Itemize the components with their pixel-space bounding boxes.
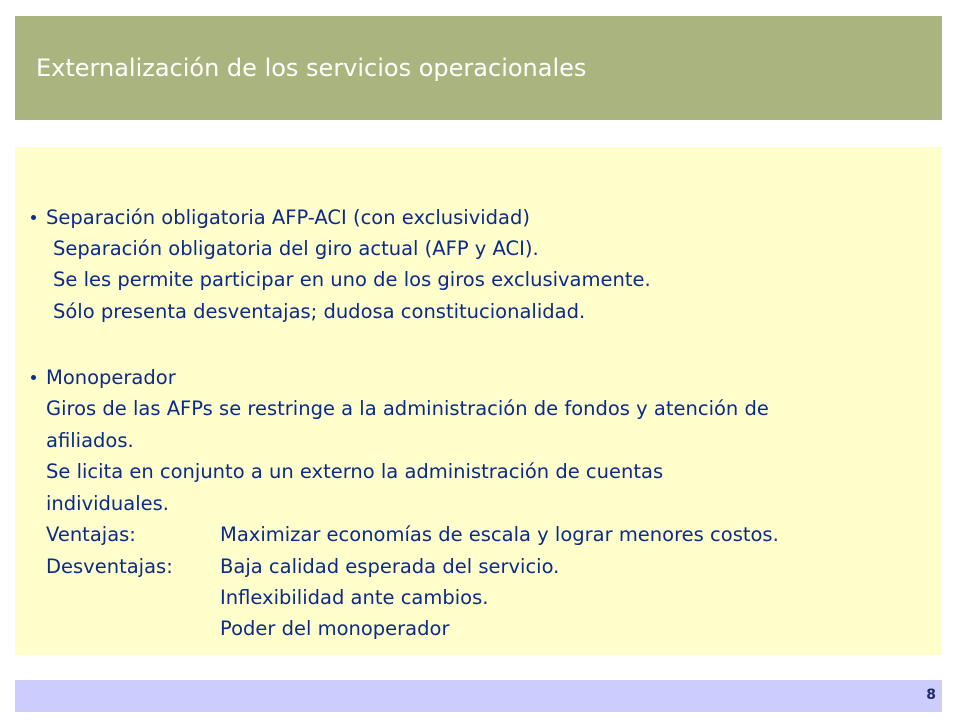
section2-line: individuales. (46, 492, 169, 515)
ventajas-label: Ventajas: (46, 523, 136, 546)
section2-line: afiliados. (46, 429, 134, 452)
section2-line: Se licita en conjunto a un externo la administración de cuentas (46, 460, 664, 483)
section1-line: Se les permite participar en uno de los giros exclusivamente. (53, 268, 651, 291)
slide-title: Externalización de los servicios operacionales (36, 54, 587, 82)
section2-line: Giros de las AFPs se restringe a la administración de fondos y atención de (46, 397, 769, 420)
desventajas-item: Inflexibilidad ante cambios. (220, 586, 489, 609)
section2-heading: Monoperador (46, 366, 176, 389)
page-number: 8 (926, 687, 936, 703)
section1-line: Sólo presenta desventajas; dudosa constitucionalidad. (53, 300, 586, 323)
content-box (15, 147, 942, 655)
ventajas-text: Maximizar economías de escala y lograr menores costos. (220, 523, 779, 546)
title-bar (15, 16, 942, 120)
desventajas-item: Baja calidad esperada del servicio. (220, 555, 560, 578)
section1-heading: Separación obligatoria AFP-ACI (con exclusividad) (46, 206, 530, 229)
bullet-icon (31, 215, 36, 220)
section1-line: Separación obligatoria del giro actual (AFP y ACI). (53, 237, 539, 260)
bullet-icon (31, 375, 36, 380)
desventajas-label: Desventajas: (46, 555, 173, 578)
footer-bar (15, 680, 942, 712)
desventajas-item: Poder del monoperador (220, 617, 450, 640)
